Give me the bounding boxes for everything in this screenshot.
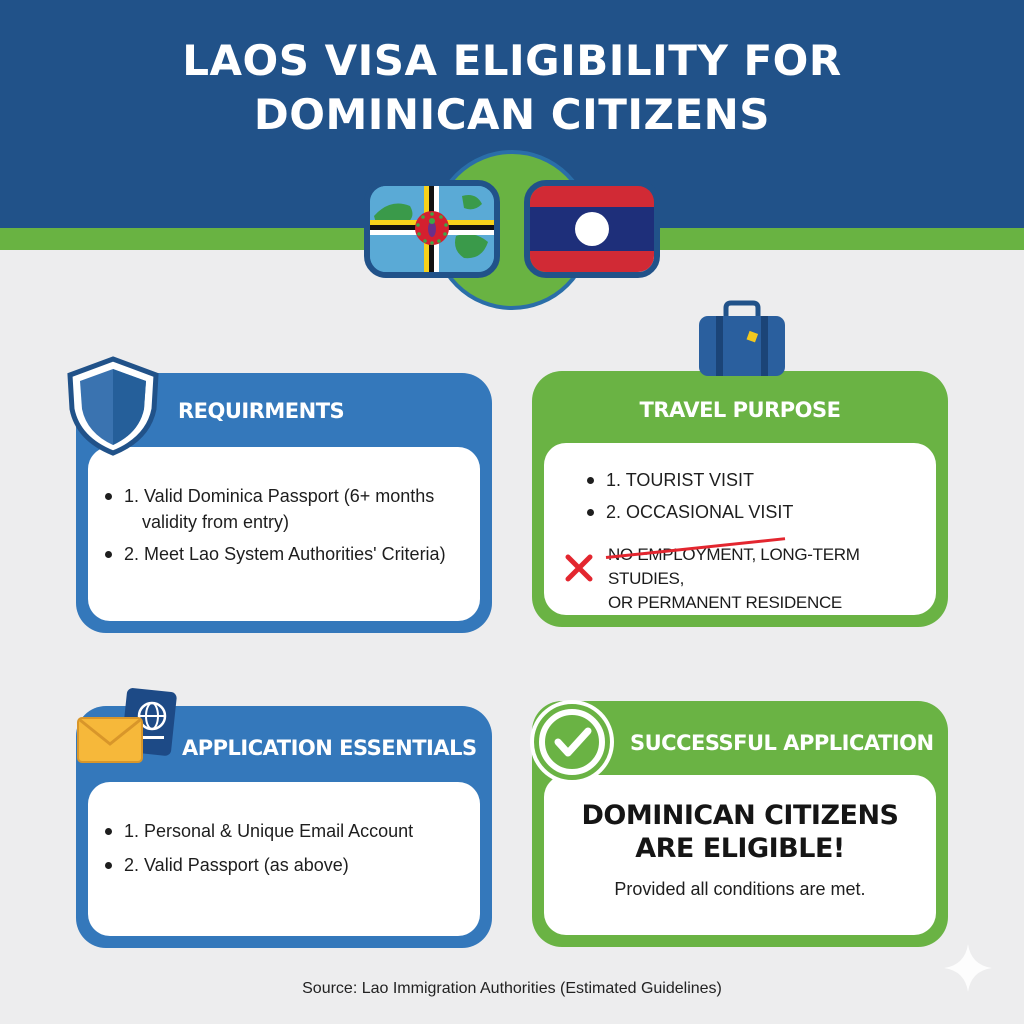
application-essentials-list: [102, 818, 480, 878]
laos-flag-icon: [524, 180, 660, 278]
successful-application-body: [544, 775, 936, 935]
envelope-icon: [76, 716, 144, 764]
cross-icon: [564, 553, 594, 583]
requirement-1-line-1: 1. Valid Dominica Passport (6+ months: [124, 486, 435, 506]
eligibility-note: Provided all conditions are met.: [614, 879, 866, 899]
list-item: [102, 483, 480, 535]
list-item: 1. TOURIST VISIT: [584, 467, 936, 493]
page-title-line-2: DOMINICAN CITIZENS: [253, 90, 771, 139]
page-title-line-1: LAOS VISA ELIGIBILITY FOR: [182, 36, 842, 85]
sparkle-icon: [942, 942, 994, 994]
travel-purpose-card: [532, 371, 948, 627]
requirement-1-line-2: validity from entry): [142, 512, 290, 532]
list-item: 2. Valid Passport (as above): [102, 852, 480, 878]
check-circle-icon: [528, 698, 616, 786]
list-item: 2. OCCASIONAL VISIT: [584, 499, 936, 525]
source-note: Source: Lao Immigration Authorities (Estimated Guidelines): [302, 980, 722, 997]
list-item: 1. Personal & Unique Email Account: [102, 818, 480, 844]
eligibility-headline-line-2: ARE ELIGIBLE!: [635, 833, 845, 864]
excluded-line-1: NO EMPLOYMENT, LONG-TERM STUDIES,: [608, 545, 860, 588]
requirements-heading: REQUIRMENTS: [178, 399, 345, 423]
dominica-flag-icon: [364, 180, 500, 278]
application-essentials-heading: APPLICATION ESSENTIALS: [182, 736, 477, 760]
shield-icon: [64, 355, 162, 457]
requirements-list: [102, 483, 480, 567]
requirements-body: [88, 447, 480, 621]
suitcase-icon: [696, 300, 788, 380]
excluded-text: [608, 543, 934, 615]
travel-purpose-heading: TRAVEL PURPOSE: [639, 398, 841, 422]
list-item: 2. Meet Lao System Authorities' Criteria): [102, 541, 480, 567]
travel-purpose-list: [544, 467, 936, 525]
excluded-line-2: OR PERMANENT RESIDENCE: [608, 593, 842, 612]
page-title: [0, 34, 1024, 142]
application-essentials-body: [88, 782, 480, 936]
eligibility-headline-line-1: DOMINICAN CITIZENS: [581, 800, 899, 831]
eligibility-headline: [544, 799, 936, 865]
successful-application-heading: SUCCESSFUL APPLICATION: [630, 731, 934, 755]
travel-purpose-body: [544, 443, 936, 615]
